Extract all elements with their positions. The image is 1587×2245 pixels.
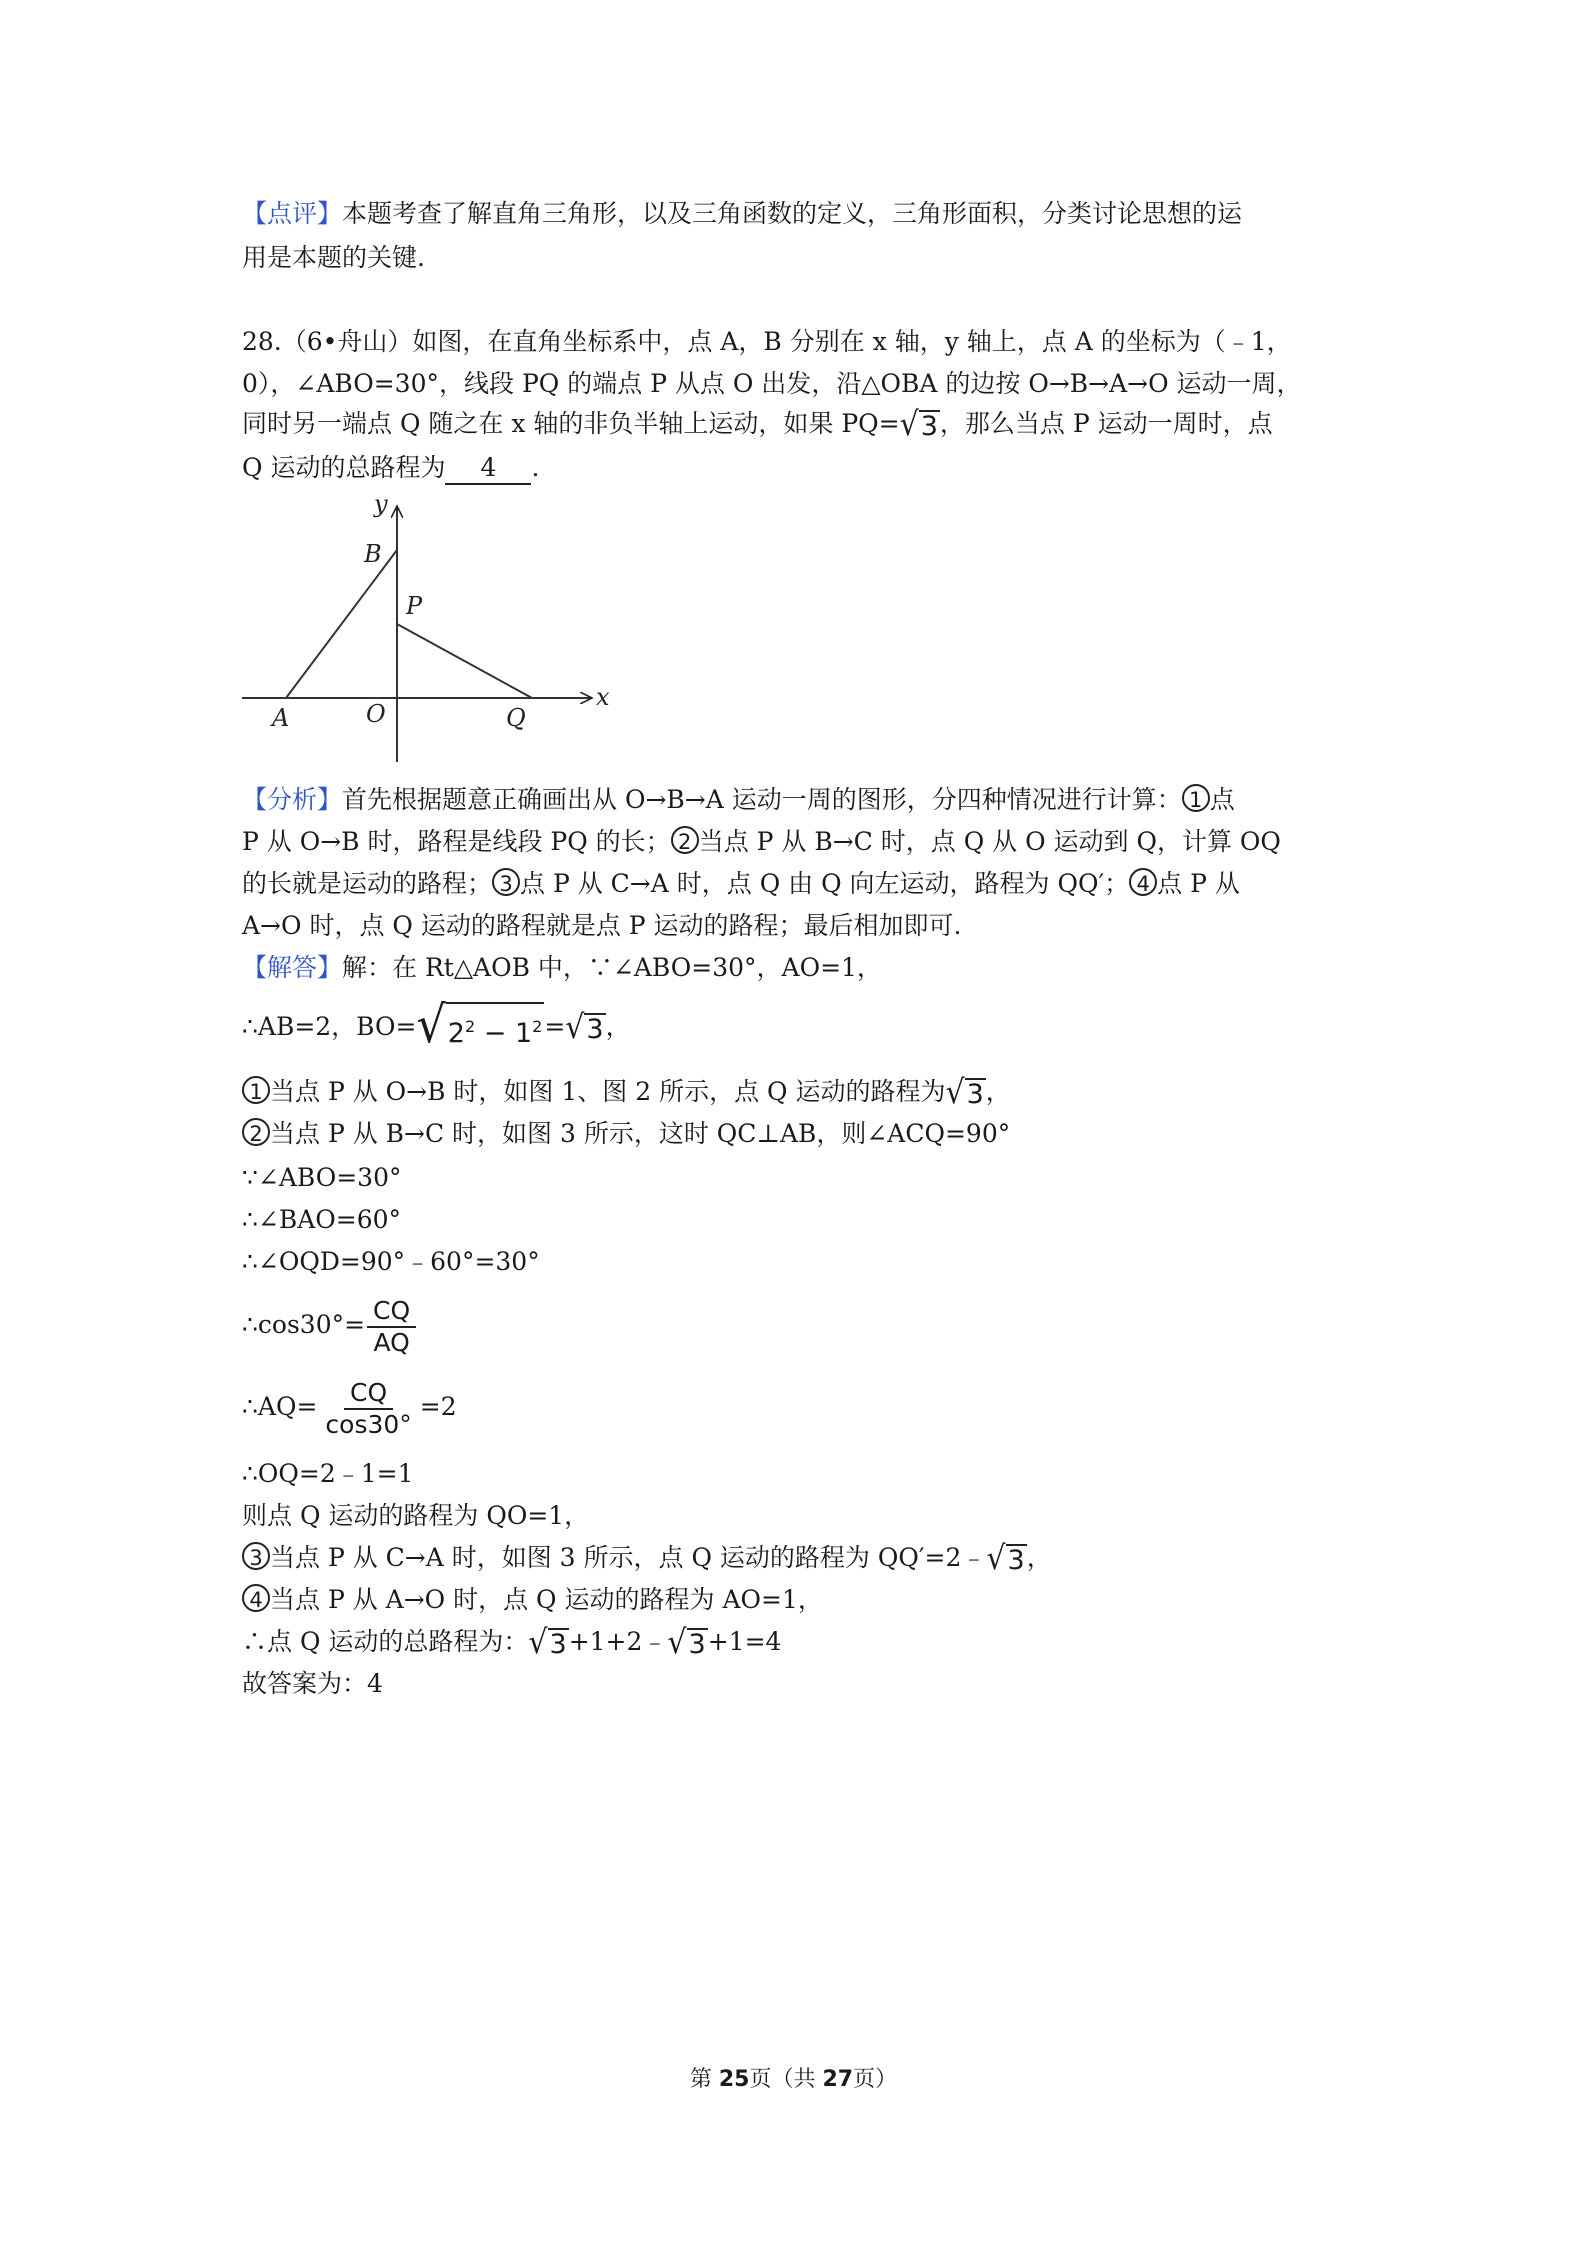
circled-number: 1 <box>1182 784 1210 812</box>
circled-number: 1 <box>242 1076 270 1104</box>
solution-text-10: ∴OQ=2﹣1=1 <box>242 1459 414 1488</box>
solution-line-7 <box>242 1244 1362 1280</box>
solution-line-9 <box>242 1372 1362 1442</box>
solution-text-8: ∴cos30°= <box>242 1310 366 1339</box>
solution-line-2 <box>242 994 1362 1055</box>
page-number: 25 <box>718 2067 750 2092</box>
solution-line-3 <box>242 1074 1362 1110</box>
solution-text-14a: ∴点 Q 运动的总路程为： <box>242 1627 529 1656</box>
solution-line-4 <box>242 1116 1362 1152</box>
circled-number: 2 <box>671 826 699 854</box>
solution-text-12b: ， <box>1026 1543 1052 1572</box>
analysis-line-2 <box>242 824 1362 860</box>
problem-text-3b: ，那么当点 P 运动一周时，点 <box>939 409 1273 438</box>
sqrt-expression: √ 3 <box>528 1622 567 1662</box>
segment-pq <box>397 624 532 698</box>
fraction: $\frac{CQ}{\cos 30^\circ}$ <box>325 1377 412 1439</box>
sqrt-expression: √ 3 <box>565 1007 604 1047</box>
problem-text-4b: . <box>531 453 540 482</box>
problem-line-2 <box>242 366 1362 402</box>
problem-text-3a: 同时另一端点 Q 随之在 x 轴的非负半轴上运动，如果 PQ= <box>242 409 900 438</box>
solution-text-14c: +1=4 <box>707 1627 782 1656</box>
analysis-text-1b: 点 <box>1209 785 1235 814</box>
label-b: B <box>364 540 382 568</box>
solution-line-1 <box>242 950 1362 986</box>
solution-text-12a: 当点 P 从 C→A 时，如图 3 所示，点 Q 运动的路程为 QQ′=2﹣ <box>270 1543 987 1572</box>
circled-number: 2 <box>242 1118 270 1146</box>
sqrt-expression: √ 3 <box>986 1538 1025 1578</box>
label-x: x <box>596 683 610 711</box>
review-line-1 <box>242 196 1362 232</box>
sqrt-expression: √ 3 <box>899 404 938 444</box>
figure-svg <box>240 490 610 770</box>
analysis-text-3b: 点 P 从 C→A 时，点 Q 由 Q 向左运动，路程为 QQ′； <box>520 869 1130 898</box>
label-y: y <box>374 490 388 518</box>
solution-line-8 <box>242 1290 1362 1360</box>
solution-line-13 <box>242 1582 1362 1618</box>
analysis-line-3 <box>242 866 1362 902</box>
coordinate-figure <box>240 490 610 770</box>
analysis-text-2b: 当点 P 从 B→C 时，点 Q 从 O 运动到 Q，计算 OQ <box>698 827 1281 856</box>
footer-pre: 第 <box>689 2067 719 2092</box>
analysis-text-1a: 首先根据题意正确画出从 O→B→A 运动一周的图形，分四种情况进行计算： <box>342 785 1182 814</box>
analysis-text-4: A→O 时，点 Q 运动的路程就是点 P 运动的路程；最后相加即可. <box>242 911 962 940</box>
solution-line-5 <box>242 1160 1362 1196</box>
solution-text-2b: ， <box>605 1012 631 1041</box>
solution-text-15: 故答案为：4 <box>242 1669 383 1698</box>
footer-post: 页） <box>853 2067 898 2092</box>
solution-text-14b: +1+2﹣ <box>568 1627 668 1656</box>
footer-mid: 页（共 <box>749 2067 823 2092</box>
solution-text-4: 当点 P 从 B→C 时，如图 3 所示，这时 QC⊥AB，则∠ACQ=90° <box>270 1119 1011 1148</box>
analysis-line-4 <box>242 908 1362 944</box>
fraction: $\frac{CQ}{AQ}$ <box>367 1296 416 1358</box>
problem-line-3 <box>242 406 1362 442</box>
solution-text-13: 当点 P 从 A→O 时，点 Q 运动的路程为 AO=1， <box>270 1585 823 1614</box>
circled-number: 4 <box>1129 868 1157 896</box>
segment-ab <box>286 550 397 698</box>
analysis-text-2a: P 从 O→B 时，路程是线段 PQ 的长； <box>242 827 671 856</box>
analysis-tag: 【分析】 <box>242 785 343 814</box>
analysis-text-3c: 点 P 从 <box>1157 869 1240 898</box>
label-q: Q <box>506 704 526 732</box>
solution-line-6 <box>242 1202 1362 1238</box>
solution-text-9a: ∴AQ= <box>242 1392 318 1421</box>
sqrt-expression: √ 3 <box>667 1622 706 1662</box>
total-pages: 27 <box>822 2067 854 2092</box>
solution-tag: 【解答】 <box>242 953 343 982</box>
sqrt-expression: √ $2^2 - 1^2$ <box>416 994 543 1055</box>
review-text-2: 用是本题的关键. <box>242 243 425 272</box>
solution-line-10 <box>242 1456 1362 1492</box>
review-text-1: 本题考查了解直角三角形，以及三角函数的定义，三角形面积，分类讨论思想的运 <box>342 199 1243 228</box>
solution-text-7: ∴∠OQD=90°﹣60°=30° <box>242 1247 540 1276</box>
problem-line-1 <box>242 324 1362 360</box>
solution-text-11: 则点 Q 运动的路程为 QO=1， <box>242 1501 590 1530</box>
solution-line-14 <box>242 1624 1362 1660</box>
solution-text-3a: 当点 P 从 O→B 时，如图 1、图 2 所示，点 Q 运动的路程为 <box>270 1077 946 1106</box>
label-a: A <box>272 704 290 732</box>
analysis-line-1 <box>242 782 1362 818</box>
solution-line-15 <box>242 1666 1362 1702</box>
label-p: P <box>406 592 423 620</box>
solution-line-11 <box>242 1498 1362 1534</box>
problem-line-4 <box>242 450 1362 486</box>
analysis-text-3a: 的长就是运动的路程； <box>242 869 493 898</box>
circled-number: 4 <box>242 1584 270 1612</box>
problem-text-1: 28.（6•舟山）如图，在直角坐标系中，点 A，B 分别在 x 轴，y 轴上，点 A 的坐标为（﹣1， <box>242 327 1292 356</box>
solution-text-3b: ， <box>985 1077 1011 1106</box>
page-footer <box>0 2062 1587 2093</box>
solution-line-12 <box>242 1540 1362 1576</box>
equals-sign: = <box>544 1012 566 1041</box>
review-line-2 <box>242 240 1362 276</box>
circled-number: 3 <box>242 1542 270 1570</box>
solution-text-6: ∴∠BAO=60° <box>242 1205 402 1234</box>
answer-blank: 4 <box>445 453 531 485</box>
circled-number: 3 <box>492 868 520 896</box>
review-tag: 【点评】 <box>242 199 343 228</box>
problem-text-4a: Q 运动的总路程为 <box>242 453 446 482</box>
label-o: O <box>366 700 386 728</box>
solution-text-5: ∵∠ABO=30° <box>242 1163 402 1192</box>
sqrt-expression: √ 3 <box>945 1072 984 1112</box>
problem-text-2: 0），∠ABO=30°，线段 PQ 的端点 P 从点 O 出发，沿△OBA 的边按 O→B→A→O 运动一周， <box>242 369 1302 398</box>
solution-text-9b: =2 <box>419 1392 457 1421</box>
solution-text-1: 解：在 Rt△AOB 中，∵∠ABO=30°，AO=1， <box>342 953 882 982</box>
solution-text-2a: ∴AB=2，BO= <box>242 1012 417 1041</box>
